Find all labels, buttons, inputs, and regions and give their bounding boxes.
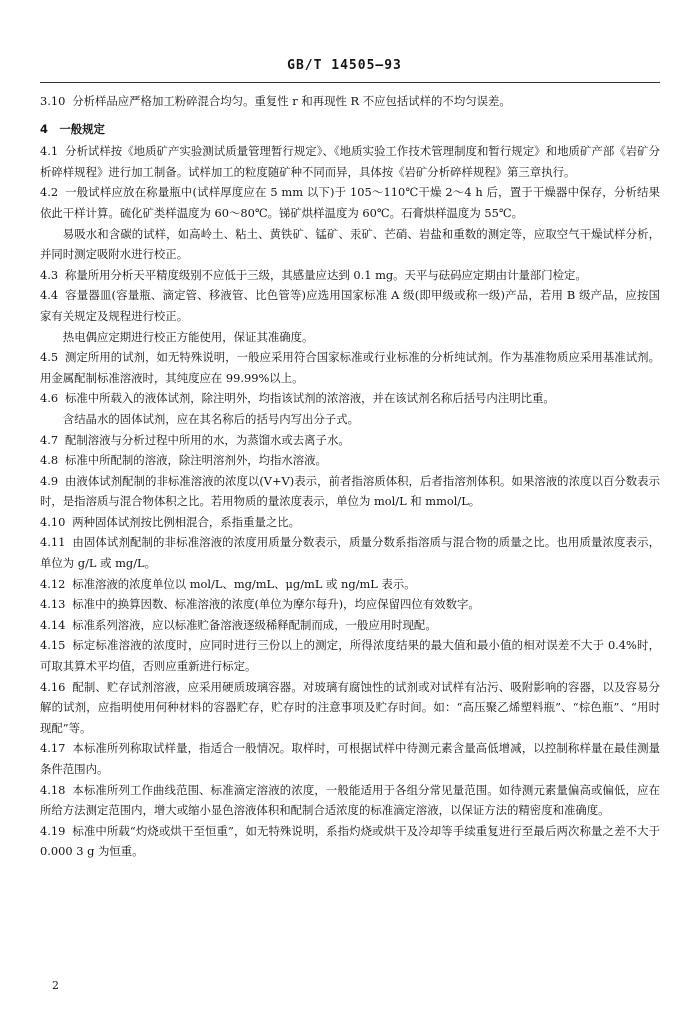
clause-4-18 <box>40 780 660 821</box>
clause-text: 本标准所列工作曲线范围、标准滴定溶液的浓度，一般能适用于各组分常见量范围。如待测元素量偏高或偏低，应在所给方法测定范围内，增大或缩小显色溶液体积和配制合适浓度的标准滴定溶液，以保证方法的精密度和准确度。 <box>40 782 660 818</box>
clause-text: 两种固体试剂按比例相混合，系指重量之比。 <box>72 514 301 529</box>
clause-4-13 <box>40 594 660 615</box>
clause-text: 标准中所载“灼烧或烘干至恒重”，如无特殊说明，系指灼烧或烘干及冷却等手续重复进行至最后两次称量之差不大于 0.000 3 g 为恒重。 <box>40 823 660 859</box>
clause-number: 4.3 <box>40 267 59 282</box>
clause-number: 4.7 <box>40 432 59 447</box>
clause-text: 配制、贮存试剂溶液，应采用硬质玻璃容器。对玻璃有腐蚀性的试剂或对试样有沾污、吸附影响的容器，以及容易分解的试剂，应指明使用何种材料的容器贮存，贮存时的注意事项及贮存时间。如：“高压聚乙烯塑料瓶”、“棕色瓶”、“用时现配”等。 <box>40 679 660 735</box>
clause-text: 热电偶应定期进行校正方能使用，保证其准确度。 <box>62 329 314 344</box>
document-body <box>40 91 660 862</box>
clause-number: 4.6 <box>40 391 59 406</box>
clause-text: 易吸水和含碳的试样，如高岭土、粘土、黄铁矿、锰矿、汞矿、芒硝、岩盐和重数的测定等，应取空气干燥试样分析，并同时测定吸附水进行校正。 <box>40 226 660 262</box>
clause-text: 标准溶液的浓度单位以 mol/L、mg/mL、μg/mL 或 ng/mL 表示。 <box>72 576 416 591</box>
clause-text: 由液体试剂配制的非标准溶液的浓度以(V+V)表示，前者指溶质体积，后者指溶剂体积。如果溶液的浓度以百分数表示时，是指溶质与混合物体积之比。若用物质的量浓度表示，单位为 mol/L 和 mmol/L。 <box>40 473 660 509</box>
clause-number: 4.12 <box>40 576 66 591</box>
clause-4-2 <box>40 182 660 223</box>
clause-text: 标准中的换算因数、标准溶液的浓度(单位为摩尔每升)，均应保留四位有效数字。 <box>72 597 480 612</box>
clause-text: 由固体试剂配制的非标准溶液的浓度用质量分数表示，质量分数系指溶质与混合物的质量之比。也用质量浓度表示，单位为 g/L 或 mg/L。 <box>40 535 660 571</box>
clause-4-8 <box>40 450 660 471</box>
clause-text: 测定所用的试剂，如无特殊说明，一般应采用符合国家标准或行业标准的分析纯试剂。作为基准物质应采用基准试剂。用金属配制标准溶液时，其纯度应在 99.99%以上。 <box>40 350 660 385</box>
clause-text: 标准中所配制的溶液，除注明溶剂外，均指水溶液。 <box>64 453 327 468</box>
clause-4-16 <box>40 677 660 739</box>
clause-number: 4.19 <box>40 823 66 838</box>
section-number: 4 <box>40 121 48 136</box>
clause-text: 标准中所载入的液体试剂，除注明外，均指该试剂的浓溶液，并在该试剂名称后括号内注明比重。 <box>64 391 555 406</box>
clause-4-2-continued <box>40 224 660 265</box>
clause-text: 配制溶液与分析过程中所用的水，为蒸馏水或去离子水。 <box>64 432 350 447</box>
clause-4-6 <box>40 388 660 409</box>
clause-4-10 <box>40 512 660 533</box>
clause-text: 含结晶水的固体试剂，应在其名称后的括号内写出分子式。 <box>62 411 359 426</box>
clause-number: 4.11 <box>40 535 66 550</box>
clause-number: 4.15 <box>40 638 66 653</box>
clause-text: 容量器皿(容量瓶、滴定管、移液管、比色管等)应选用国家标准 A 级(即甲级或称一级)产品，若用 B 级产品，应按国家有关规定及规程进行校正。 <box>40 288 660 323</box>
clause-4-14 <box>40 615 660 636</box>
clause-4-4-continued <box>40 327 660 348</box>
clause-number: 4.4 <box>40 288 59 303</box>
clause-text: 分析样品应严格加工粉碎混合均匀。重复性 r 和再现性 R 不应包括试样的不均匀误差。 <box>72 94 511 108</box>
clause-number: 4.13 <box>40 597 66 612</box>
clause-text: 称量所用分析天平精度级别不应低于三级，其感量应达到 0.1 mg。天平与砝码应定期由计量部门检定。 <box>64 267 587 282</box>
clause-4-19 <box>40 821 660 862</box>
clause-number: 4.2 <box>40 185 59 200</box>
section-4-heading <box>40 119 660 140</box>
clause-number: 4.5 <box>40 350 59 365</box>
clause-4-4 <box>40 285 660 326</box>
clause-number: 3.10 <box>40 94 66 108</box>
clause-number: 4.1 <box>40 144 59 159</box>
clause-4-7 <box>40 430 660 451</box>
clause-4-6-continued <box>40 409 660 430</box>
clause-text: 一般试样应放在称量瓶中(试样厚度应在 5 mm 以下)于 105～110℃干燥 2～4 h 后，置于干燥器中保存，分析结果依此干样计算。硫化矿类样温度为 60～80℃。锑矿烘样温度为 60℃。石膏烘样温度为 55℃。 <box>40 185 660 220</box>
clause-number: 4.10 <box>40 514 66 529</box>
clause-number: 4.8 <box>40 453 59 468</box>
clause-4-9 <box>40 471 660 512</box>
clause-3-10 <box>40 91 660 112</box>
clause-4-11 <box>40 532 660 573</box>
clause-number: 4.9 <box>40 473 59 488</box>
clause-text: 分析试样按《地质矿产实验测试质量管理暂行规定》、《地质实验工作技术管理制度和暂行规定》和地质矿产部《岩矿分析碎样规程》进行加工制备。试样加工的粒度随矿种不同而异，具体按《岩矿分析碎样规程》第三章执行。 <box>40 144 660 179</box>
clause-4-3 <box>40 265 660 286</box>
clause-4-17 <box>40 738 660 779</box>
standard-code-header: GB/T 14505—93 <box>287 58 402 73</box>
clause-number: 4.16 <box>40 679 66 694</box>
clause-4-15 <box>40 635 660 676</box>
clause-text: 本标准所列称取试样量，指适合一般情况。取样时，可根据试样中待测元素含量高低增减，以控制称样量在最佳测量条件范围内。 <box>40 741 660 776</box>
clause-text: 标定标准溶液的浓度时，应同时进行三份以上的测定，所得浓度结果的最大值和最小值的相对误差不大于 0.4%时，可取其算术平均值，否则应重新进行标定。 <box>40 638 660 674</box>
section-title: 一般规定 <box>59 121 105 136</box>
clause-number: 4.18 <box>40 782 66 797</box>
clause-4-1 <box>40 141 660 182</box>
header-rule <box>40 82 660 83</box>
page-number: 2 <box>52 979 59 992</box>
clause-4-12 <box>40 574 660 595</box>
clause-text: 标准系列溶液，应以标准贮备溶液逐级稀释配制而成，一般应用时现配。 <box>72 617 437 632</box>
clause-number: 4.17 <box>40 741 66 756</box>
clause-4-5 <box>40 347 660 388</box>
clause-number: 4.14 <box>40 617 66 632</box>
